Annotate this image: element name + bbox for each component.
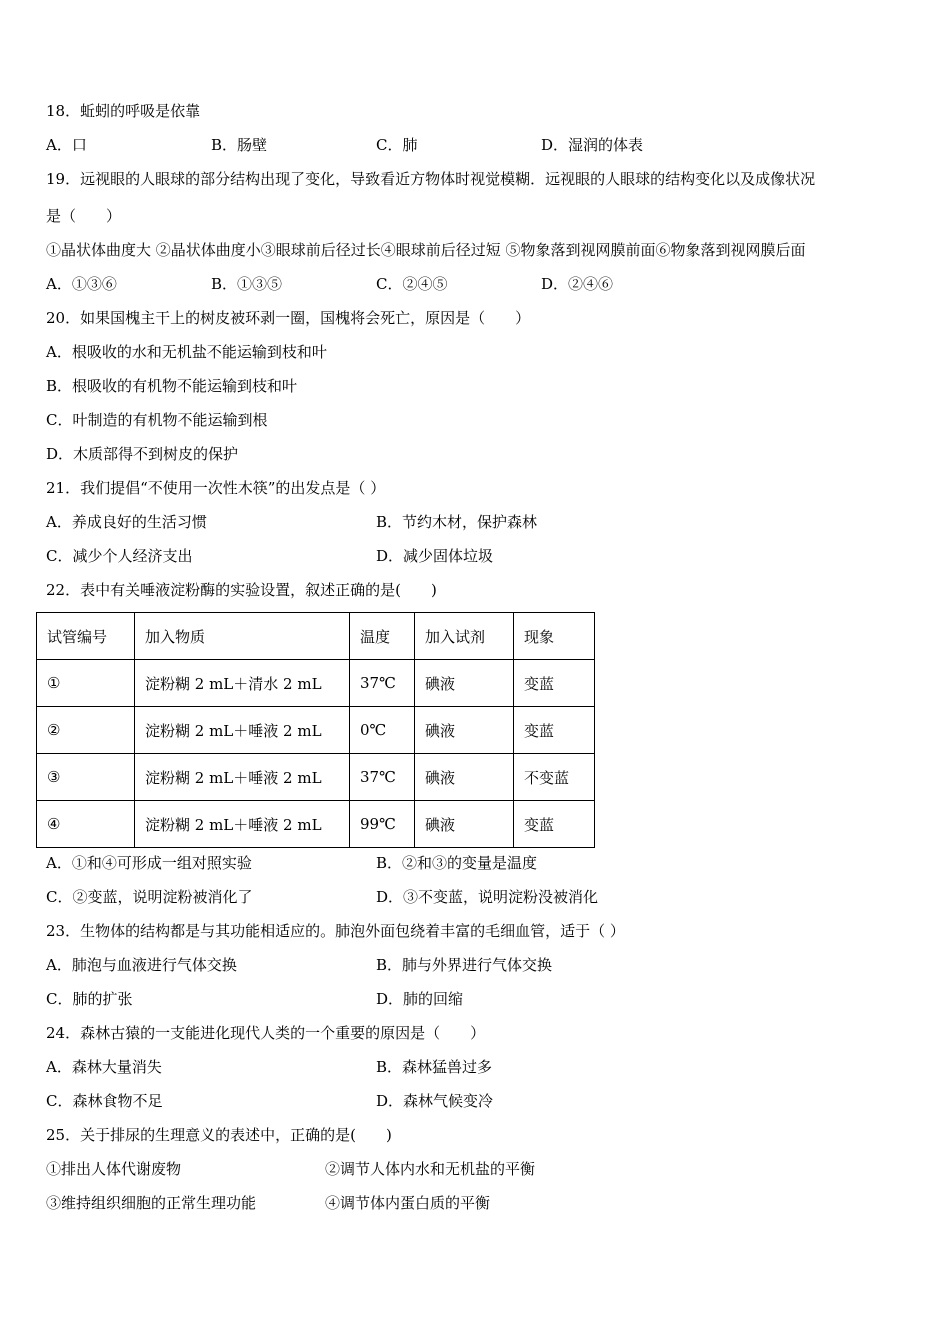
q22-option-c: C．②变蓝，说明淀粉被消化了: [46, 888, 253, 906]
q18-option-d: D．湿润的体表: [541, 136, 644, 154]
table-cell: 99℃: [350, 801, 415, 848]
q19-option-c: C．②④⑤: [376, 275, 448, 293]
q18-option-c: C．肺: [376, 136, 418, 154]
q24-stem: 24．森林古猿的一支能进化现代人类的一个重要的原因是（ ）: [46, 1024, 486, 1042]
table-cell: 变蓝: [514, 660, 595, 707]
header-tube-number: 试管编号: [37, 613, 135, 660]
q24-option-d: D．森林气候变冷: [376, 1092, 494, 1110]
table-cell: 变蓝: [514, 707, 595, 754]
q20-option-a: A．根吸收的水和无机盐不能运输到枝和叶: [46, 343, 327, 361]
table-cell: 淀粉糊 2 mL＋唾液 2 mL: [135, 707, 350, 754]
q23-option-a: A．肺泡与血液进行气体交换: [46, 956, 237, 974]
table-cell: ④: [37, 801, 135, 848]
table-cell: 37℃: [350, 660, 415, 707]
q25-statement-2: ②调节人体内水和无机盐的平衡: [325, 1160, 536, 1178]
q23-option-d: D．肺的回缩: [376, 990, 464, 1008]
table-cell: ③: [37, 754, 135, 801]
table-cell: 淀粉糊 2 mL＋唾液 2 mL: [135, 801, 350, 848]
table-row: [37, 660, 595, 707]
q20-stem: 20．如果国槐主干上的树皮被环剥一圈，国槐将会死亡，原因是（ ）: [46, 309, 531, 327]
q21-stem: 21．我们提倡“不使用一次性木筷”的出发点是（ ）: [46, 479, 386, 497]
table-cell: 碘液: [415, 754, 514, 801]
table-cell: 淀粉糊 2 mL＋唾液 2 mL: [135, 754, 350, 801]
q23-option-c: C．肺的扩张: [46, 990, 133, 1008]
table-cell: 变蓝: [514, 801, 595, 848]
table-row: [37, 707, 595, 754]
q19-statements: ①晶状体曲度大 ②晶状体曲度小③眼球前后径过长④眼球前后径过短 ⑤物象落到视网膜前面⑥物象落到视网膜后面: [46, 241, 806, 259]
q19-stem-line2: 是（ ）: [46, 207, 122, 225]
q21-option-d: D．减少固体垃圾: [376, 547, 494, 565]
q20-option-d: D．木质部得不到树皮的保护: [46, 445, 239, 463]
table-cell: 碘液: [415, 801, 514, 848]
q18-option-a: A．口: [46, 136, 87, 154]
table-cell: 不变蓝: [514, 754, 595, 801]
header-reagent: 加入试剂: [415, 613, 514, 660]
q22-option-a: A．①和④可形成一组对照实验: [46, 854, 252, 872]
q23-option-b: B．肺与外界进行气体交换: [376, 956, 553, 974]
q19-option-a: A．①③⑥: [46, 275, 117, 293]
q19-option-d: D．②④⑥: [541, 275, 614, 293]
table-cell: 0℃: [350, 707, 415, 754]
table-row: [37, 754, 595, 801]
q23-stem: 23．生物体的结构都是与其功能相适应的。肺泡外面包绕着丰富的毛细血管，适于（ ）: [46, 922, 625, 940]
q18-stem: 18．蚯蚓的呼吸是依靠: [46, 102, 201, 120]
table-cell: ②: [37, 707, 135, 754]
q24-option-c: C．森林食物不足: [46, 1092, 163, 1110]
table-cell: ①: [37, 660, 135, 707]
table-header-row: [37, 613, 595, 660]
q21-option-b: B．节约木材，保护森林: [376, 513, 538, 531]
table-cell: 37℃: [350, 754, 415, 801]
q21-option-a: A．养成良好的生活习惯: [46, 513, 207, 531]
q21-option-c: C．减少个人经济支出: [46, 547, 193, 565]
q22-stem: 22．表中有关唾液淀粉酶的实验设置，叙述正确的是( ): [46, 581, 437, 599]
table-cell: 碘液: [415, 707, 514, 754]
q25-statement-1: ①排出人体代谢废物: [46, 1160, 182, 1178]
q19-stem-line1: 19．远视眼的人眼球的部分结构出现了变化，导致看近方物体时视觉模糊．远视眼的人眼球的结构变化以及成像状况: [46, 170, 816, 188]
q25-statement-4: ④调节体内蛋白质的平衡: [325, 1194, 491, 1212]
q18-option-b: B．肠壁: [211, 136, 268, 154]
q20-option-c: C．叶制造的有机物不能运输到根: [46, 411, 268, 429]
q19-option-b: B．①③⑤: [211, 275, 283, 293]
table-row: [37, 801, 595, 848]
experiment-table: [36, 612, 595, 848]
q22-option-b: B．②和③的变量是温度: [376, 854, 538, 872]
q20-option-b: B．根吸收的有机物不能运输到枝和叶: [46, 377, 298, 395]
table-cell: 淀粉糊 2 mL＋清水 2 mL: [135, 660, 350, 707]
header-phenomenon: 现象: [514, 613, 595, 660]
q24-option-b: B．森林猛兽过多: [376, 1058, 493, 1076]
header-substance: 加入物质: [135, 613, 350, 660]
header-temperature: 温度: [350, 613, 415, 660]
q22-option-d: D．③不变蓝，说明淀粉没被消化: [376, 888, 599, 906]
q25-statement-3: ③维持组织细胞的正常生理功能: [46, 1194, 257, 1212]
q24-option-a: A．森林大量消失: [46, 1058, 162, 1076]
q25-stem: 25．关于排尿的生理意义的表述中，正确的是( ): [46, 1126, 392, 1144]
table-cell: 碘液: [415, 660, 514, 707]
